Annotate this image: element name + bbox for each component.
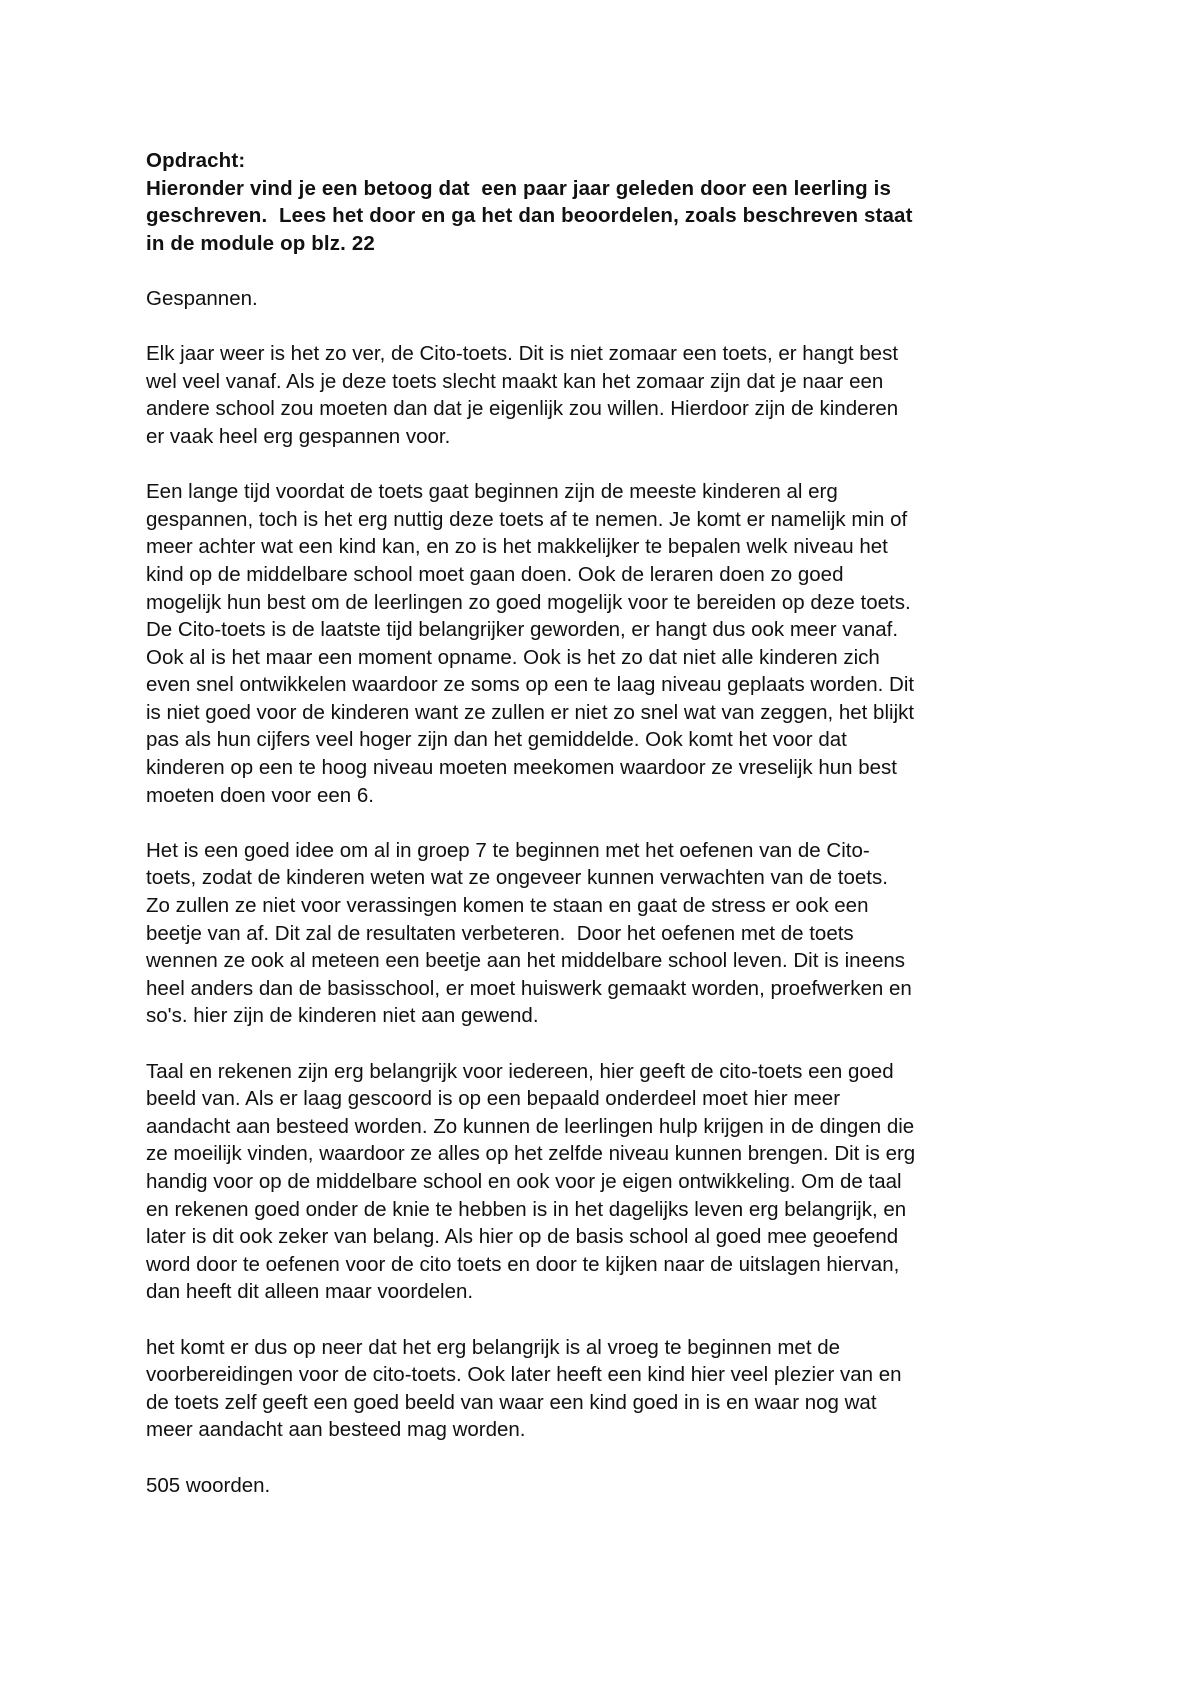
assignment-heading — [146, 147, 1106, 257]
paragraph-line: aandacht aan besteed worden. Zo kunnen de leerlingen hulp krijgen in de dingen die — [146, 1114, 915, 1138]
paragraph-4 — [146, 1058, 1106, 1306]
paragraph-line: Elk jaar weer is het zo ver, de Cito-toets. Dit is niet zomaar een toets, er hangt best — [146, 342, 899, 366]
essay-title: Gespannen. — [146, 286, 258, 310]
paragraph-line: gespannen, toch is het erg nuttig deze toets af te nemen. Je komt er namelijk min of — [146, 507, 908, 531]
paragraph-line: dan heeft dit alleen maar voordelen. — [146, 1280, 474, 1304]
paragraph-3 — [146, 837, 1106, 1030]
paragraph-line: Het is een goed idee om al in groep 7 te beginnen met het oefenen van de Cito- — [146, 838, 870, 862]
paragraph-line: andere school zou moeten dan dat je eigenlijk zou willen. Hierdoor zijn de kinderen — [146, 397, 899, 421]
paragraph-line: meer aandacht aan besteed mag worden. — [146, 1418, 526, 1442]
word-count: 505 woorden. — [146, 1473, 271, 1497]
paragraph-line: wennen ze ook al meteen een beetje aan het middelbare school leven. Dit is ineens — [146, 949, 905, 973]
paragraph-line: beetje van af. Dit zal de resultaten verbeteren. Door het oefenen met de toets — [146, 921, 854, 945]
paragraph-line: de toets zelf geeft een goed beeld van waar een kind goed in is en waar nog wat — [146, 1390, 877, 1414]
paragraph-line: Ook al is het maar een moment opname. Ook is het zo dat niet alle kinderen zich — [146, 645, 880, 669]
paragraph-line: het komt er dus op neer dat het erg belangrijk is al vroeg te beginnen met de — [146, 1335, 841, 1359]
paragraph-line: kind op de middelbare school moet gaan doen. Ook de leraren doen zo goed — [146, 562, 844, 586]
paragraph-line: handig voor op de middelbare school en ook voor je eigen ontwikkeling. Om de taal — [146, 1169, 902, 1193]
paragraph-line: voorbereidingen voor de cito-toets. Ook later heeft een kind hier veel plezier van en — [146, 1363, 902, 1387]
assignment-label: Opdracht: — [146, 149, 246, 172]
paragraph-1 — [146, 340, 1106, 450]
paragraph-line: even snel ontwikkelen waardoor ze soms op een te laag niveau geplaats worden. Dit — [146, 673, 915, 697]
paragraph-line: so's. hier zijn de kinderen niet aan gewend. — [146, 1004, 539, 1028]
assignment-line: geschreven. Lees het door en ga het dan beoordelen, zoals beschreven staat — [146, 204, 913, 228]
document-content — [146, 147, 1106, 1499]
word-count-block — [146, 1472, 1106, 1500]
paragraph-line: er vaak heel erg gespannen voor. — [146, 424, 451, 448]
paragraph-line: is niet goed voor de kinderen want ze zullen er niet zo snel wat van zeggen, het blijkt — [146, 700, 915, 724]
paragraph-line: later is dit ook zeker van belang. Als hier op de basis school al goed mee geoefend — [146, 1225, 899, 1249]
paragraph-line: Taal en rekenen zijn erg belangrijk voor iedereen, hier geeft de cito-toets een goed — [146, 1059, 894, 1083]
paragraph-line: moeten doen voor een 6. — [146, 783, 374, 807]
paragraph-line: heel anders dan de basisschool, er moet huiswerk gemaakt worden, proefwerken en — [146, 976, 912, 1000]
paragraph-5 — [146, 1334, 1106, 1444]
paragraph-2 — [146, 478, 1106, 809]
essay-title-block — [146, 285, 1106, 313]
paragraph-line: beeld van. Als er laag gescoord is op een bepaald onderdeel moet hier meer — [146, 1087, 841, 1111]
paragraph-line: mogelijk hun best om de leerlingen zo goed mogelijk voor te bereiden op deze toets. — [146, 590, 911, 614]
paragraph-line: Zo zullen ze niet voor verassingen komen te staan en gaat de stress er ook een — [146, 894, 869, 918]
paragraph-line: pas als hun cijfers veel hoger zijn dan het gemiddelde. Ook komt het voor dat — [146, 728, 847, 752]
paragraph-line: kinderen op een te hoog niveau moeten meekomen waardoor ze vreselijk hun best — [146, 756, 897, 780]
paragraph-line: Een lange tijd voordat de toets gaat beginnen zijn de meeste kinderen al erg — [146, 480, 838, 504]
paragraph-line: word door te oefenen voor de cito toets en door te kijken naar de uitslagen hiervan, — [146, 1252, 900, 1276]
paragraph-line: toets, zodat de kinderen weten wat ze ongeveer kunnen verwachten van de toets. — [146, 866, 888, 890]
paragraph-line: ze moeilijk vinden, waardoor ze alles op het zelfde niveau kunnen brengen. Dit is erg — [146, 1142, 916, 1166]
paragraph-line: en rekenen goed onder de knie te hebben is in het dagelijks leven erg belangrijk, en — [146, 1197, 907, 1221]
assignment-line: in de module op blz. 22 — [146, 231, 375, 255]
assignment-line: Hieronder vind je een betoog dat een paar jaar geleden door een leerling is — [146, 176, 892, 200]
paragraph-line: meer achter wat een kind kan, en zo is het makkelijker te bepalen welk niveau het — [146, 535, 888, 559]
paragraph-line: wel veel vanaf. Als je deze toets slecht maakt kan het zomaar zijn dat je naar een — [146, 369, 884, 393]
paragraph-line: De Cito-toets is de laatste tijd belangrijker geworden, er hangt dus ook meer vanaf. — [146, 618, 899, 642]
